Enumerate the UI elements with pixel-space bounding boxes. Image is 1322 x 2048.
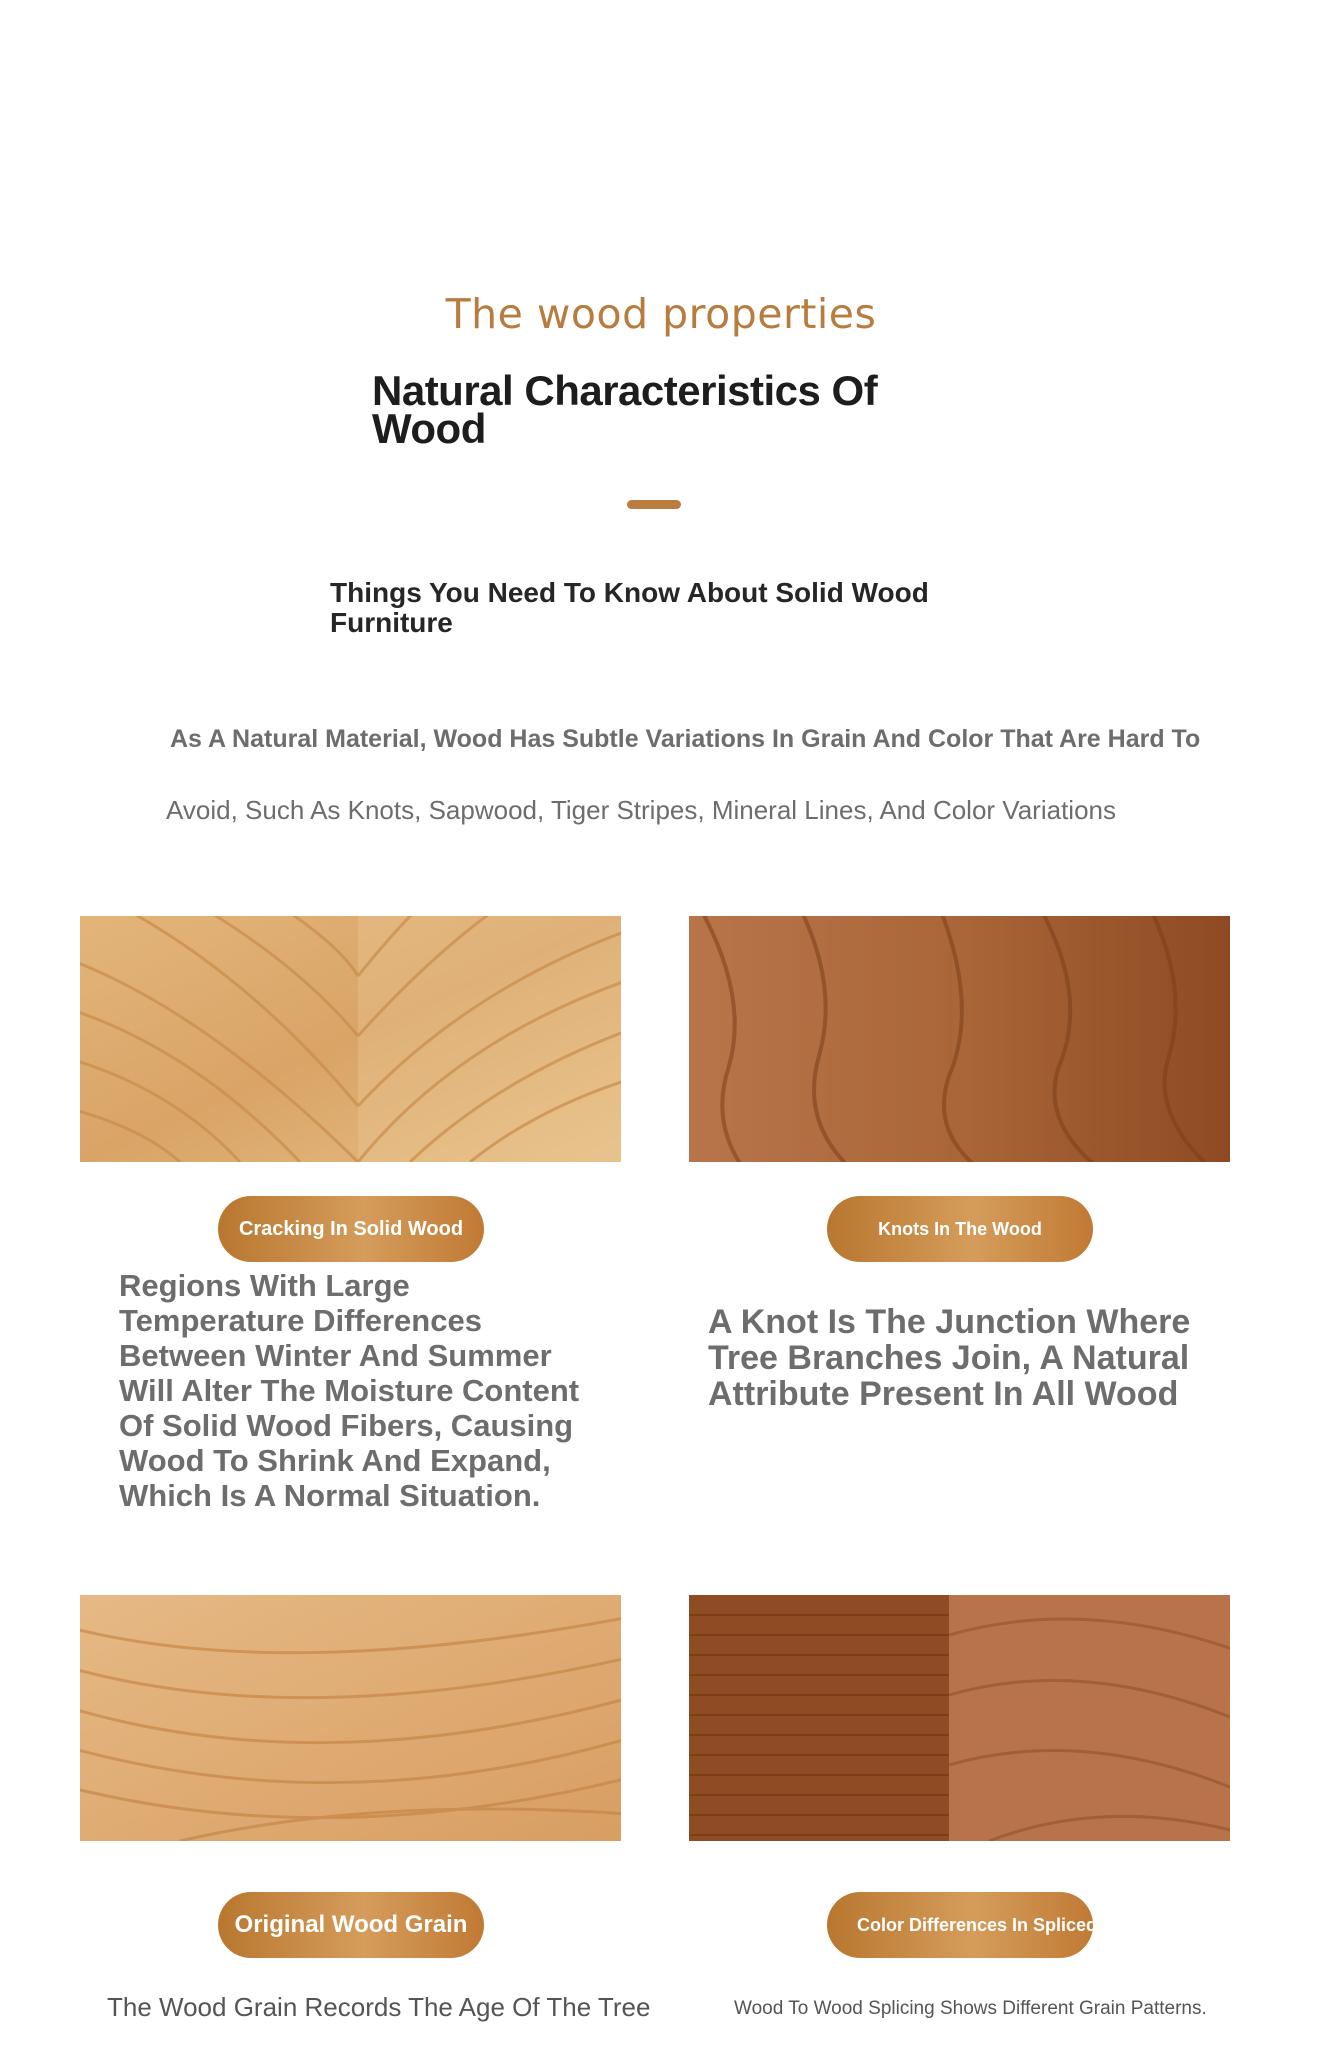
wood-image-original-grain bbox=[80, 1595, 621, 1841]
wood-image-cracking bbox=[80, 916, 621, 1162]
description-original-grain: The Wood Grain Records The Age Of The Tree bbox=[107, 1992, 651, 2022]
label-pill-knots: Knots In The Wood bbox=[827, 1196, 1093, 1262]
section-kicker: The wood properties bbox=[445, 290, 877, 338]
label-pill-spliced: Color Differences In Spliced Wood bbox=[827, 1892, 1093, 1958]
description-cracking: Regions With Large Temperature Differences Between Winter And Summer Will Alter The Moisture Content Of Solid Wood Fibers, Causing Wood To Shrink And Expand, Which Is A Normal Situation. bbox=[119, 1268, 580, 1513]
intro-line-1: As A Natural Material, Wood Has Subtle Variations In Grain And Color That Are Hard To bbox=[170, 725, 1201, 753]
accent-divider bbox=[627, 500, 681, 509]
section-subtitle: Things You Need To Know About Solid Wood Furniture bbox=[330, 577, 929, 638]
wood-image-spliced bbox=[689, 1595, 1230, 1841]
description-spliced: Wood To Wood Splicing Shows Different Grain Patterns. bbox=[734, 1998, 1207, 2019]
page-title: Natural Characteristics Of Wood bbox=[372, 367, 878, 452]
label-pill-original-grain: Original Wood Grain bbox=[218, 1892, 484, 1958]
intro-line-2: Avoid, Such As Knots, Sapwood, Tiger Stripes, Mineral Lines, And Color Variations bbox=[166, 795, 1116, 825]
wood-image-knots bbox=[689, 916, 1230, 1162]
label-pill-cracking: Cracking In Solid Wood bbox=[218, 1196, 484, 1262]
description-knots: A Knot Is The Junction Where Tree Branches Join, A Natural Attribute Present In All Wood bbox=[708, 1303, 1191, 1413]
